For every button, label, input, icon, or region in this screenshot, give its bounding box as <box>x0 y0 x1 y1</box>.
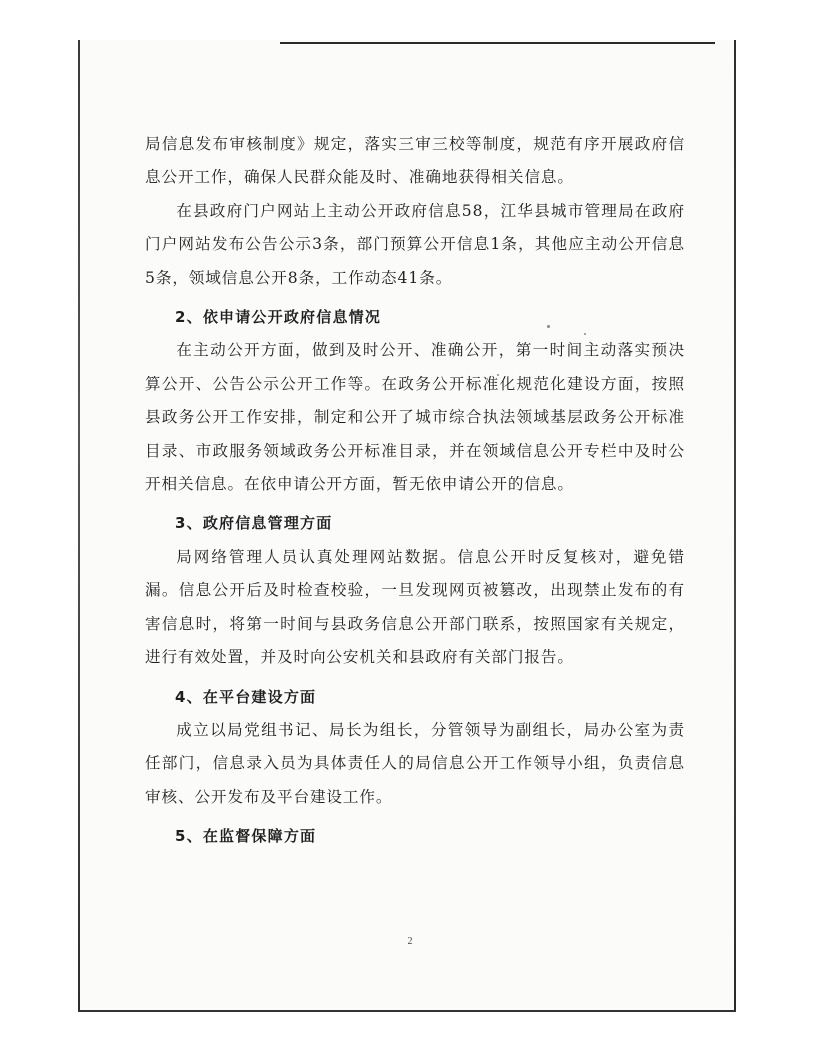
heading-section-4: 4、在平台建设方面 <box>175 687 317 706</box>
paper-edge-left <box>78 40 80 1012</box>
paper-edge-bottom <box>78 1010 736 1012</box>
paragraph-continuation: 局信息发布审核制度》规定，落实三审三校等制度，规范有序开展政府信息公开工作，确保人民群众能及时、准确地获得相关信息。 <box>145 135 685 187</box>
heading-section-3: 3、政府信息管理方面 <box>175 514 333 533</box>
page-number: 2 <box>407 936 413 947</box>
paragraph-information-management: 局网络管理人员认真处理网站数据。信息公开时反复核对，避免错漏。信息公开后及时检查校验，一旦发现网页被篡改，出现禁止发布的有害信息时，将第一时间与县政务信息公开部门联系，按照国家有关规定，进行有效处置，并及时向公安机关和县政府有关部门报告。 <box>145 547 685 667</box>
heading-section-5: 5、在监督保障方面 <box>175 827 317 846</box>
paper-edge-top <box>280 42 715 44</box>
paragraph-platform-construction: 成立以局党组书记、局长为组长，分管领导为副组长，局办公室为责任部门，信息录入员为具体责任人的局信息公开工作领导小组，负责信息审核、公开发布及平台建设工作。 <box>145 720 685 806</box>
paragraph-publication-stats: 在县政府门户网站上主动公开政府信息58，江华县城市管理局在政府门户网站发布公告公示3条，部门预算公开信息1条，其他应主动公开信息5条，领域信息公开8条，工作动态41条。 <box>145 201 685 287</box>
heading-section-2: 2、依申请公开政府信息情况 <box>175 308 382 327</box>
paragraph-application-disclosure: 在主动公开方面，做到及时公开、准确公开，第一时间主动落实预决算公开、公告公示公开工作等。在政务公开标准化规范化建设方面，按照县政务公开工作安排，制定和公开了城市综合执法领域基层政务公开标准目录、市政服务领域政务公开标准目录，并在领域信息公开专栏中及时公开相关信息。在依申请公开方面，暂无依申请公开的信息。 <box>145 341 685 494</box>
document-body <box>145 128 685 854</box>
paper-edge-right <box>734 40 736 1012</box>
